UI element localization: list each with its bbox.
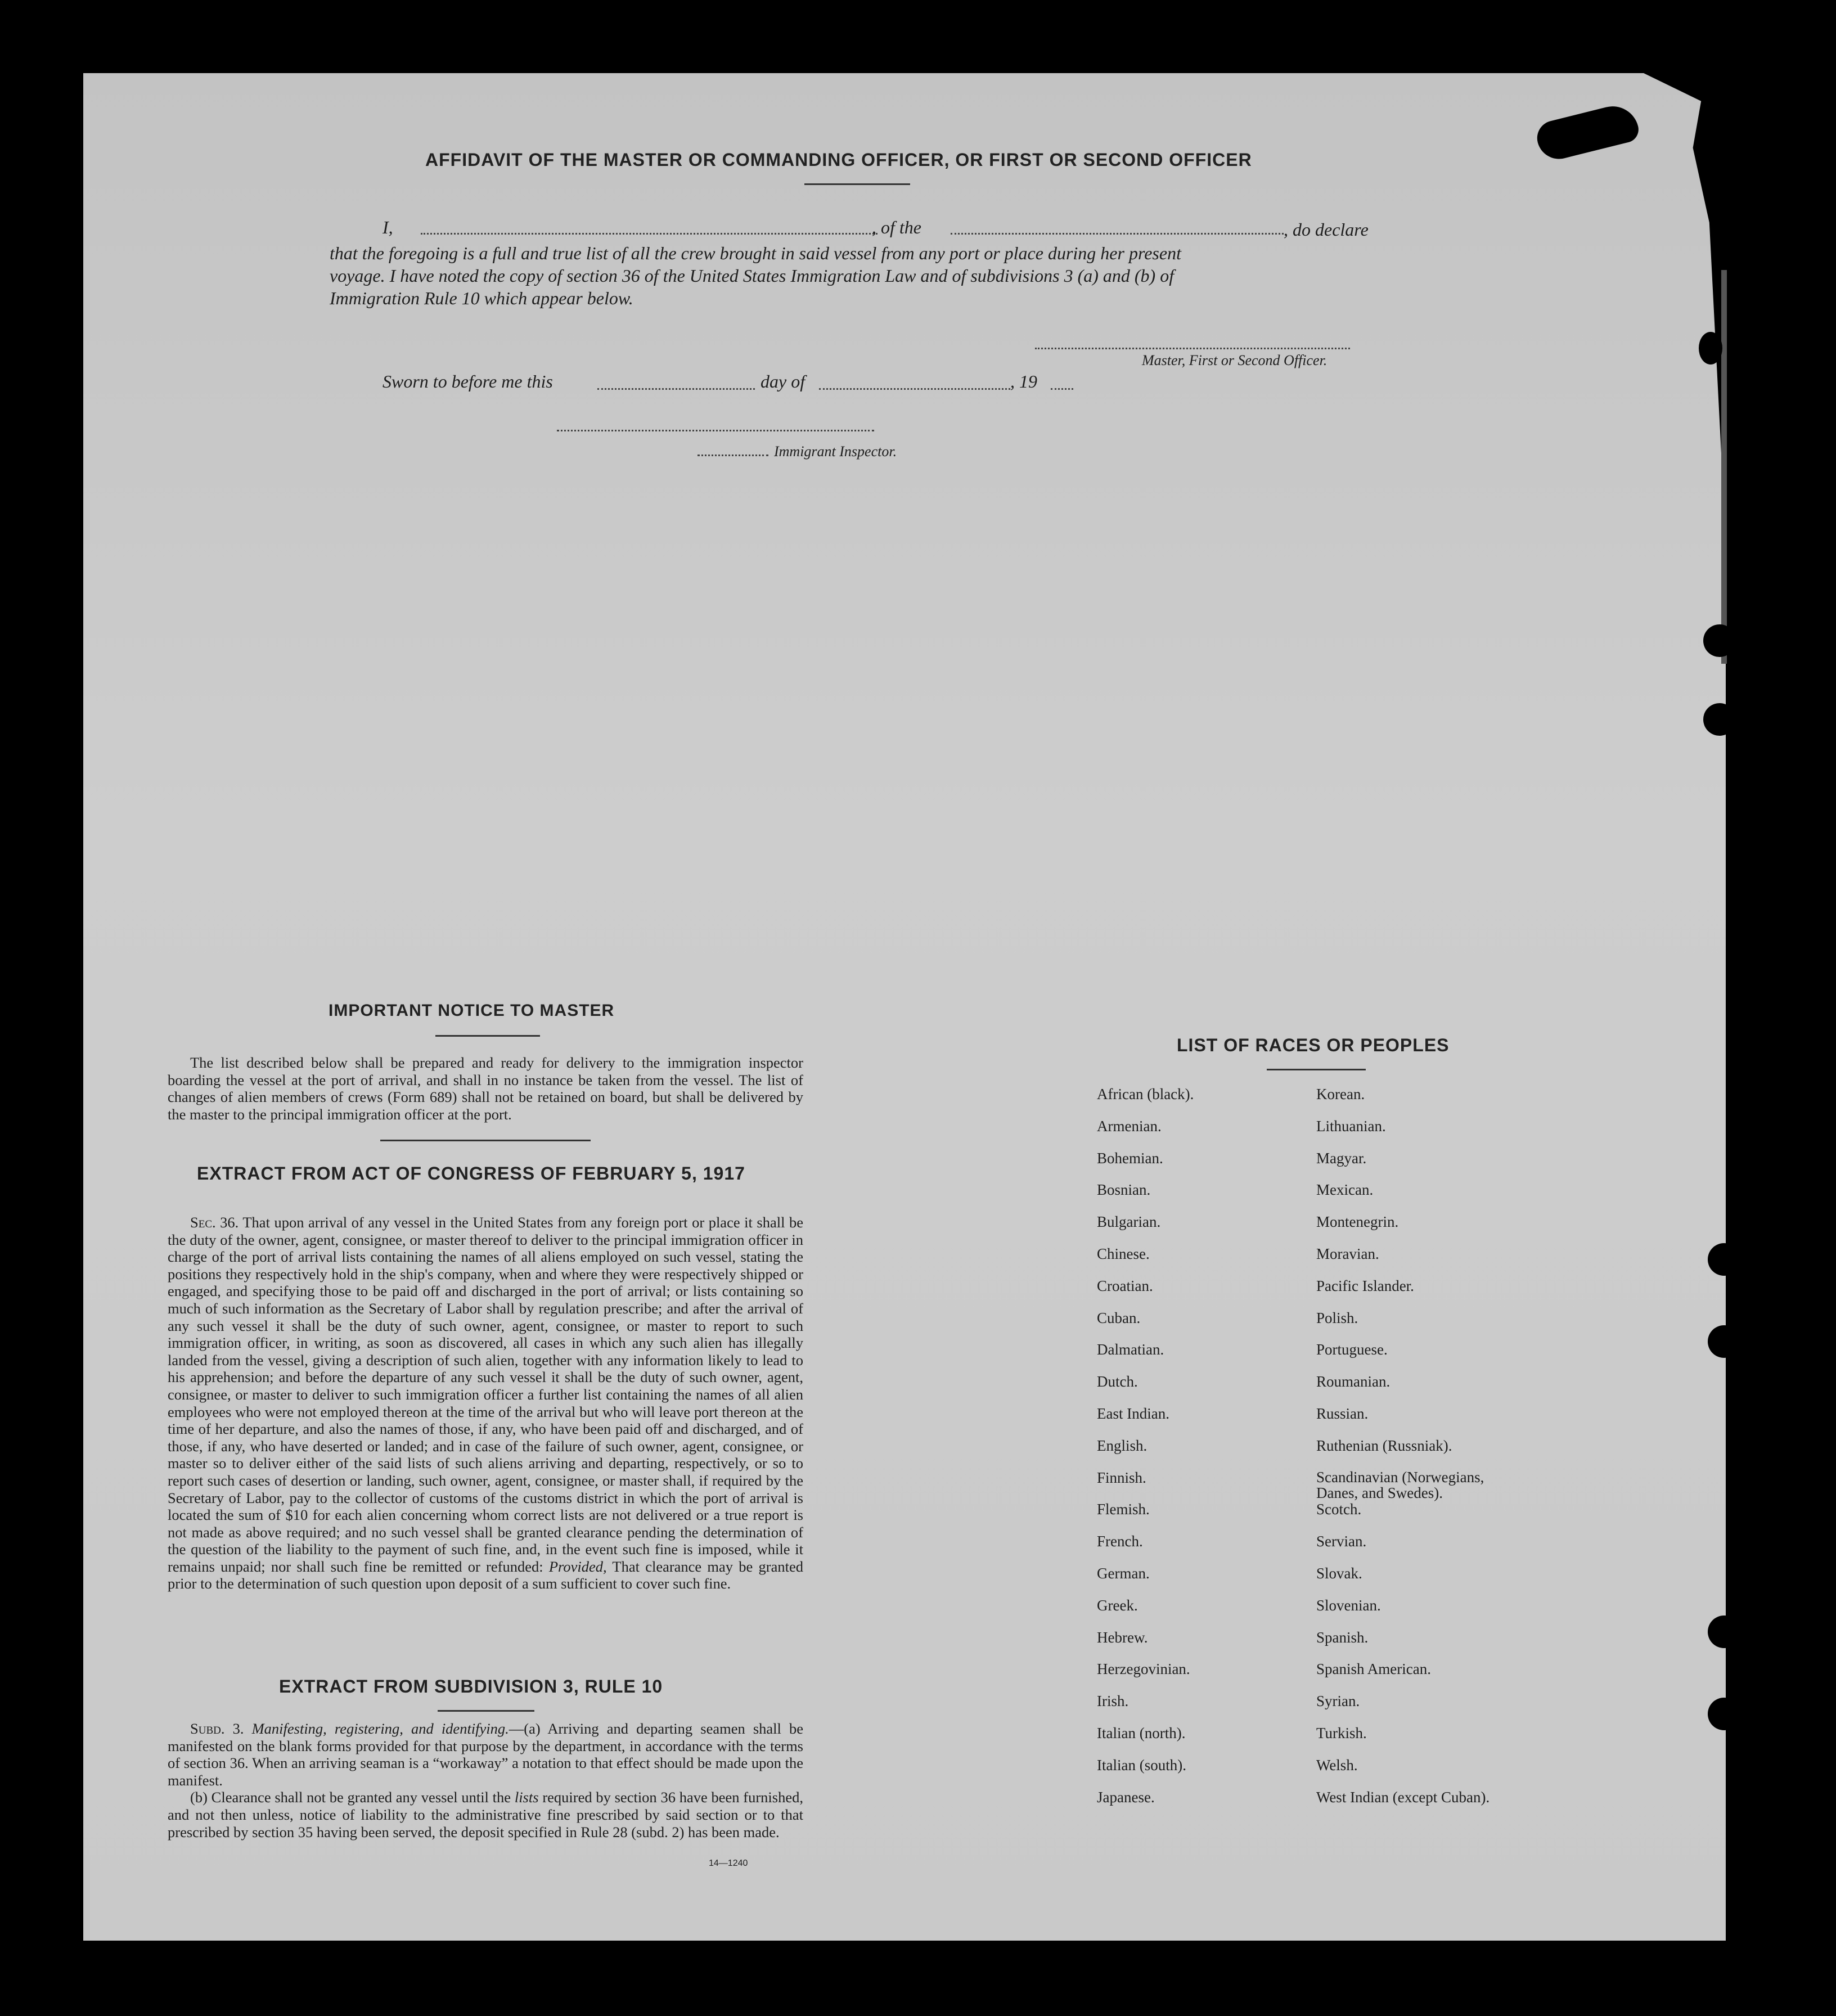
race-item: Finnish. <box>1097 1469 1146 1486</box>
race-item: Chinese. <box>1097 1245 1150 1262</box>
race-item: Spanish American. <box>1316 1660 1431 1678</box>
race-item: Korean. <box>1316 1086 1365 1102</box>
race-item: Welsh. <box>1316 1756 1358 1774</box>
race-item: Pacific Islander. <box>1316 1277 1414 1294</box>
race-item: African (black). <box>1097 1086 1194 1102</box>
race-item: Slovenian. <box>1316 1596 1381 1614</box>
punch-hole <box>1703 624 1736 657</box>
race-item: Scandinavian (Norwegians, Danes, and Swedes). <box>1316 1468 1484 1501</box>
punch-hole <box>1708 1243 1740 1276</box>
race-item: German. <box>1097 1564 1150 1582</box>
race-item: West Indian (except Cuban). <box>1316 1788 1490 1806</box>
punch-hole <box>1708 1698 1740 1730</box>
race-item: Hebrew. <box>1097 1628 1148 1646</box>
extract-rule-rule <box>438 1710 534 1712</box>
day-of-label: day of <box>760 371 806 392</box>
sworn-month-field[interactable] <box>819 388 1010 390</box>
race-item: Italian (south). <box>1097 1756 1186 1774</box>
race-item: Mexican. <box>1316 1181 1374 1199</box>
notice-title: IMPORTANT NOTICE TO MASTER <box>328 1001 615 1020</box>
race-item: English. <box>1097 1437 1148 1454</box>
race-item: Armenian. <box>1097 1117 1162 1135</box>
race-item: East Indian. <box>1097 1405 1169 1422</box>
inspector-signature-field[interactable] <box>557 430 874 431</box>
inspector-caption: Immigrant Inspector. <box>774 443 897 460</box>
notice-rule <box>435 1035 540 1037</box>
race-item: Roumanian. <box>1316 1373 1390 1390</box>
of-the-label: , of the <box>872 217 921 237</box>
race-item: Lithuanian. <box>1316 1117 1386 1135</box>
race-item: Cuban. <box>1097 1309 1141 1326</box>
race-item: Bohemian. <box>1097 1149 1163 1167</box>
race-item: French. <box>1097 1533 1143 1550</box>
race-item: Servian. <box>1316 1533 1367 1550</box>
master-caption: Master, First or Second Officer. <box>1142 352 1328 368</box>
extract-act-title: EXTRACT FROM ACT OF CONGRESS OF FEBRUARY 5, 1917 <box>197 1163 745 1184</box>
race-item: Russian. <box>1316 1405 1369 1422</box>
race-item: Scotch. <box>1316 1501 1362 1518</box>
race-item: Magyar. <box>1316 1149 1367 1167</box>
race-item: Japanese. <box>1097 1788 1155 1806</box>
sworn-label: Sworn to before me this <box>382 371 553 392</box>
affidavit-i-label: I, <box>382 217 393 237</box>
vessel-field[interactable] <box>951 233 1284 235</box>
notice-text: The list described below shall be prepared and ready for delivery to the immigration inspector boarding the vessel at the port of arrival, and shall in no instance be taken from the vessel. The list of changes of alien members of crews (Form 689) shall not be retained on board, but shall be delivered by the master to the principal immigration officer at the port. <box>168 1054 803 1123</box>
affidavit-line-4: Immigration Rule 10 which appear below. <box>330 288 633 308</box>
name-field[interactable] <box>421 233 878 235</box>
extract-rule-title: EXTRACT FROM SUBDIVISION 3, RULE 10 <box>279 1676 663 1696</box>
notice-bottom-rule <box>380 1140 591 1141</box>
race-item: Bulgarian. <box>1097 1213 1161 1231</box>
race-item: Polish. <box>1316 1309 1358 1326</box>
inspector-signature-line <box>698 454 768 456</box>
affidavit-line-3: voyage. I have noted the copy of section 36 of the United States Immigration Law and of subdivisions 3 (a) and (b) of <box>330 266 1174 286</box>
punch-hole <box>1699 332 1722 364</box>
race-item: Slovak. <box>1316 1564 1362 1582</box>
punch-hole <box>1703 703 1736 736</box>
race-item: Spanish. <box>1316 1628 1369 1646</box>
race-item: Portuguese. <box>1316 1341 1388 1358</box>
master-signature-field[interactable] <box>1035 348 1350 349</box>
race-item: Greek. <box>1097 1596 1138 1614</box>
form-number: 14—1240 <box>709 1858 748 1868</box>
races-title: LIST OF RACES OR PEOPLES <box>1177 1035 1450 1055</box>
race-item: Herzegovinian. <box>1097 1660 1190 1678</box>
race-item: Irish. <box>1097 1693 1129 1710</box>
subd-label: Subd. 3. <box>190 1720 244 1737</box>
affidavit-title: AFFIDAVIT OF THE MASTER OR COMMANDING OFFICER, OR FIRST OR SECOND OFFICER <box>425 150 1252 170</box>
races-column-1 <box>1097 1086 1194 1820</box>
punch-hole <box>1708 1325 1740 1358</box>
sworn-day-field[interactable] <box>597 388 755 390</box>
extract-act-text: Sec. 36. That upon arrival of any vessel in the United States from any foreign port or place it shall be the duty of the owner, agent, consignee, or master thereof to deliver to the principal immigration officer in charge of the port of arrival lists containing the names of all aliens employed on such vessel, stating the positions they respectively hold in the ship's company, when and where they were respectively shipped or engaged, and specifying those to be paid off and discharged in the port of arrival; or lists containing so much of such information as the Secretary of Labor shall by regulation prescribe; and after the arrival of any such vessel it shall be the duty of such owner, agent, consignee, or master to report to such immigration officer, in writing, as soon as discovered, all cases in which any such alien has illegally landed from the vessel, giving a description of such alien, together with any information likely to lead to his apprehension; and before the departure of any such vessel it shall be the duty of such owner, agent, consignee, or master to deliver to such immigration officer a further list containing the names of all alien employees who were not employed thereon at the time of the arrival but who will leave port thereon at the time of her departure, and also the names of those, if any, who have been paid off and discharged, and of those, if any, who have deserted or landed; and in case of the failure of such owner, agent, consignee, or master so to deliver either of the said lists of such aliens arriving and departing, respectively, or so to report such cases of desertion or landing, such owner, agent, consignee, or master shall, if required by the Secretary of Labor, pay to the collector of customs of the customs district in which the port of arrival is located the sum of $10 for each alien concerning whom correct lists are not delivered or a true report is not made as above required; and no such vessel shall be granted clearance pending the determination of the question of the liability to the payment of such fine, and, in the event such fine is imposed, while it remains unpaid; nor shall such fine be remitted or refunded: Provided, That clearance may be granted prior to the determination of such question upon deposit of a sum sufficient to cover such fine. <box>168 1214 804 1592</box>
race-item: Croatian. <box>1097 1277 1153 1294</box>
year-label: , 19 <box>1010 371 1037 392</box>
race-item: Dutch. <box>1097 1373 1138 1390</box>
races-column-2 <box>1316 1086 1519 1820</box>
sec-label: Sec. 36. <box>190 1214 239 1231</box>
title-rule <box>804 183 910 185</box>
affidavit-line-2: that the foregoing is a full and true list of all the crew brought in said vessel from any port or place during her present <box>330 243 1181 263</box>
races-rule <box>1267 1069 1366 1070</box>
race-item: Bosnian. <box>1097 1181 1151 1199</box>
punch-hole <box>1708 1616 1740 1648</box>
race-item: Turkish. <box>1316 1724 1367 1742</box>
race-item: Syrian. <box>1316 1693 1360 1710</box>
race-item: Moravian. <box>1316 1245 1379 1262</box>
race-item: Ruthenian (Russniak). <box>1316 1437 1452 1454</box>
race-item: Flemish. <box>1097 1501 1150 1518</box>
sworn-year-field[interactable] <box>1051 388 1073 390</box>
race-item: Dalmatian. <box>1097 1341 1164 1358</box>
race-item: Montenegrin. <box>1316 1213 1399 1231</box>
binding-edge <box>1721 270 1727 664</box>
extract-rule-text: Subd. 3. Manifesting, registering, and identifying.—(a) Arriving and departing seamen shall be manifested on the blank forms provided for that purpose by the department, in accordance with the terms of section 36. When an arriving seaman is a “workaway” a notation to that effect should be made upon the manifest. (b) Clearance shall not be granted any vessel until the lists required by section 36 have been furnished, and not then unless, notice of liability to the administrative fine prescribed by said section or to that prescribed by section 35 having been served, the deposit specified in Rule 28 (subd. 2) has been made. <box>168 1720 803 1840</box>
do-declare-label: , do declare <box>1284 219 1369 240</box>
race-item: Italian (north). <box>1097 1724 1186 1742</box>
